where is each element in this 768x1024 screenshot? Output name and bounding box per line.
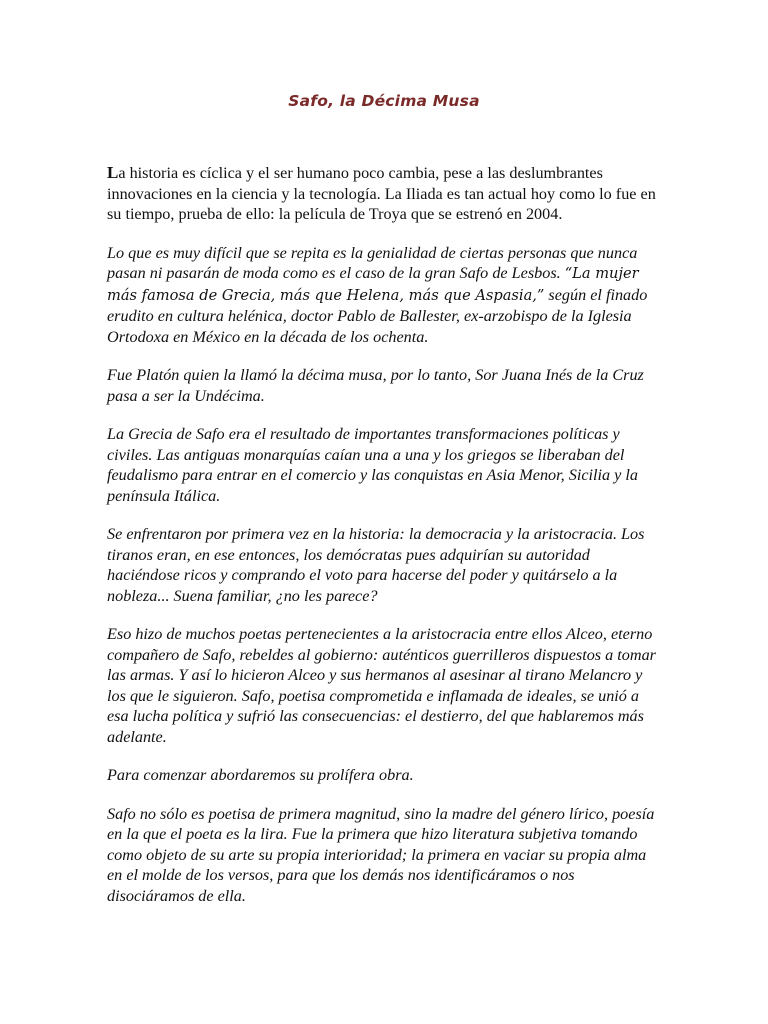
paragraph-8: Safo no sólo es poetisa de primera magnitud, sino la madre del género lírico, poesía en la que el poeta es la lira. Fue la primera que hizo literatura subjetiva tomando como objeto de su arte su propia interioridad; la primera en vaciar su propia alma en el molde de los versos, para que los demás nos identificáramos o nos disociáramos de ella.: [107, 804, 655, 905]
paragraph-3: Fue Platón quien la llamó la décima musa, por lo tanto, Sor Juana Inés de la Cruz pasa a ser la Undécima.: [107, 366, 644, 405]
paragraph-5: Se enfrentaron por primera vez en la historia: la democracia y la aristocracia. Los tiranos eran, en ese entonces, los demócratas pues adquirían su autoridad haciéndose ricos y comprando el voto para hacerse del poder y quitárselo a la nobleza... Suena familiar, ¿no les parece?: [107, 525, 645, 605]
paragraph-1: [107, 163, 663, 225]
paragraph-7: Para comenzar abordaremos su prolífera obra.: [107, 766, 414, 784]
document-body: [107, 163, 663, 924]
document-title: Safo, la Décima Musa: [288, 92, 480, 110]
paragraph-2-text-before: Lo que es muy difícil que se repita es la genialidad de ciertas personas que nunca pasan ni pasarán de moda como es el caso de la gran Safo de Lesbos.: [107, 243, 638, 282]
paragraph-4: La Grecia de Safo era el resultado de importantes transformaciones políticas y civiles. Las antiguas monarquías caían una a una y los griegos se liberaban del feudalismo para entrar en el comercio y las conquistas en Asia Menor, Sicilia y la península Itálica.: [107, 425, 638, 505]
paragraph-2-quote: “La mujer más famosa de Grecia, más que Helena, más que Aspasia,”: [107, 265, 639, 304]
paragraph-2: [107, 243, 663, 348]
paragraph-2-text-after: según el finado erudito en cultura helénica, doctor Pablo de Ballester, ex-arzobispo de la Iglesia Ortodoxa en México en la década de los ochenta.: [107, 285, 648, 346]
paragraph-6: Eso hizo de muchos poetas pertenecientes a la aristocracia entre ellos Alceo, eterno compañero de Safo, rebeldes al gobierno: auténticos guerrilleros dispuestos a tomar las armas. Y así lo hicieron Alceo y sus hermanos al asesinar al tirano Melancro y los que le siguieron. Safo, poetisa comprometida e inflamada de ideales, se unió a esa lucha política y sufrió las consecuencias: el destierro, del que hablaremos más adelante.: [107, 625, 656, 746]
paragraph-1-text: a historia es cíclica y el ser humano poco cambia, pese a las deslumbrantes innovaciones en la ciencia y la tecnología. La Iliada es tan actual hoy como lo fue en su tiempo, prueba de ello: la película de Troya que se estrenó en 2004.: [107, 164, 656, 223]
lead-letter: L: [107, 163, 119, 182]
